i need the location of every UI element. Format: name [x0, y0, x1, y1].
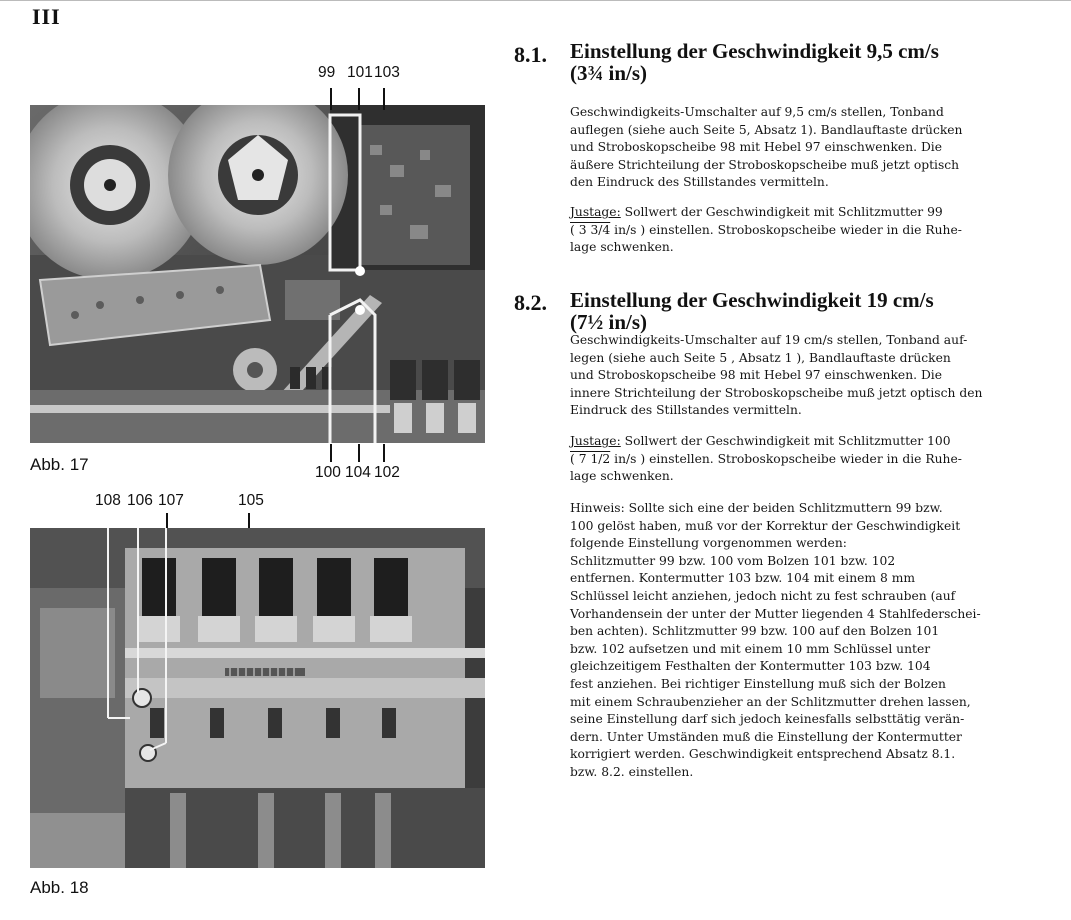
callout-107: 107 [158, 492, 184, 509]
leader-107 [166, 513, 168, 529]
callout-100: 100 [315, 464, 341, 481]
leader-100 [330, 444, 332, 462]
callout-106: 106 [127, 492, 153, 509]
leader-103 [383, 88, 385, 110]
figure-18-caption: Abb. 18 [30, 878, 89, 897]
leader-102 [383, 444, 385, 462]
top-rule [0, 0, 1071, 1]
section-8-2-adjustment: Justage: Sollwert der Geschwindigkeit mit Schlitzmutter 100 ( 7 1/2 in/s ) einstellen. Stroboskopscheibe wieder in die Ruhe- lage schwenken. [570, 434, 962, 484]
note-paragraph: Hinweis: Sollte sich eine der beiden Schlitzmuttern 99 bzw. 100 gelöst haben, muß vor der Korrektur der Geschwindigkeit folgende Einstellung vorgenommen werden: Schlitzmutter 99 bzw. 100 vom Bolzen 101 bzw. 102 entfernen. Kontermutter 103 bzw. 104 mit einem 8 mm Schlüssel leicht anziehen, jedoch nicht zu fest schrauben (auf Vorhandensein der unter der Mutter liegenden 4 Stahlfederschei- ben achten). Schlitzmutter 99 bzw. 100 auf den Bolzen 101 bzw. 102 aufsetzen und mit einem 10 mm Schlüssel unter gleichzeitigem Festhalten der Kontermutter 103 bzw. 104 fest anziehen. Bei richtiger Einstellung muß sich der Bolzen mit einem Schraubenzieher an der Schlitzmutter drehen lassen, seine Einstellung darf sich jedoch keinesfalls selbsttätig verän- dern. Unter Umständen muß die Einstellung der Kontermutter korrigiert werden. Geschwindigkeit entsprechend Absatz 8.1. bzw. 8.2. einstellen. [570, 501, 981, 779]
section-8-1-adjustment: Justage: Sollwert der Geschwindigkeit mit Schlitzmutter 99 ( 3 3/4 in/s ) einstellen. Stroboskopscheibe wieder in die Ruhe- lage schwenken. [570, 205, 962, 255]
leader-99 [330, 88, 332, 110]
callout-104: 104 [345, 464, 371, 481]
figure-17-caption: Abb. 17 [30, 455, 89, 474]
leader-101 [358, 88, 360, 110]
callout-108: 108 [95, 492, 121, 509]
leader-105 [248, 513, 250, 529]
callout-103: 103 [374, 64, 400, 81]
tape-deck-mechanism-photo [30, 105, 485, 443]
leader-104 [358, 444, 360, 462]
section-8-1-body: Geschwindigkeits-Umschalter auf 9,5 cm/s stellen, Tonband auflegen (siehe auch Seite 5, Absatz 1). Bandlauftaste drücken und Stroboskopscheibe 98 mit Hebel 97 einschwenken. Die äußere Strichteilung der Stroboskopscheibe muß jetzt optisch den Eindruck des Stillstandes vermitteln. [570, 105, 963, 190]
section-8-2-body: Geschwindigkeits-Umschalter auf 19 cm/s stellen, Tonband auf- legen (siehe auch Seite 5 , Absatz 1 ), Bandlauftaste drücken und Stroboskopscheibe 98 mit Hebel 97 einschwenken. Die innere Strichteilung der Stroboskopscheibe muß jetzt optisch den Eindruck des Stillstandes vermitteln. [570, 333, 983, 418]
figure-18-photo [30, 528, 485, 868]
callout-105: 105 [238, 492, 264, 509]
section-8-2-title: Einstellung der Geschwindigkeit 19 cm/s (7½ in/s) [570, 288, 934, 334]
callout-99: 99 [318, 64, 336, 81]
page-number: III [32, 4, 61, 29]
section-8-2-number: 8.2. [514, 290, 547, 315]
speed-switch-assembly-photo [30, 528, 485, 868]
section-8-1-title: Einstellung der Geschwindigkeit 9,5 cm/s (3¾ in/s) [570, 39, 939, 85]
section-8-1-number: 8.1. [514, 42, 547, 67]
callout-101: 101 [347, 64, 373, 81]
callout-102: 102 [374, 464, 400, 481]
figure-17-photo [30, 105, 485, 443]
